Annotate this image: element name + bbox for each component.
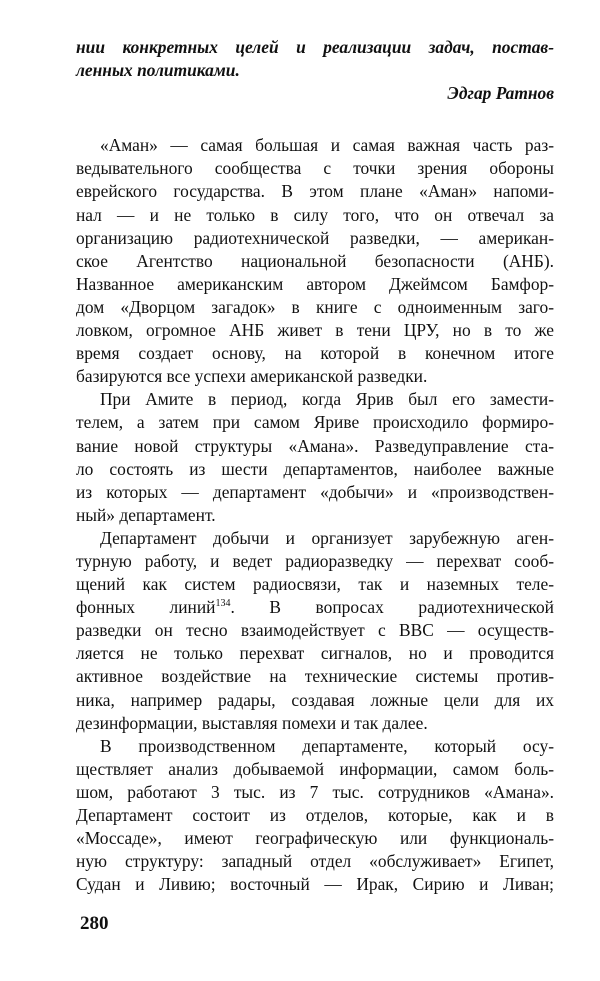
text-line: «Моссаде», имеют географическую или функциональ- — [76, 828, 554, 849]
text-line: ществляет анализ добываемой информации, самом боль- — [76, 758, 554, 779]
text-line: активное воздействие на технические системы против- — [76, 666, 554, 687]
text-line: «Аман» — самая большая и самая важная часть раз- — [100, 135, 554, 156]
text-line: из которых — департамент «добычи» и «производствен- — [76, 481, 554, 502]
text-line: Департамент состоит из отделов, которые, как и в — [76, 805, 554, 825]
text-line: щений как систем радиосвязи, так и наземных теле- — [76, 574, 554, 595]
epigraph — [76, 36, 554, 105]
text-line: Департамент добычи и организует зарубежную аген- — [100, 527, 554, 548]
text-line: вание новой структуры «Амана». Разведуправление ста- — [76, 435, 554, 456]
epigraph-author: Эдгар Ратнов — [447, 83, 554, 104]
text-line: ловком, огромное АНБ живет в тени ЦРУ, но в то же — [76, 320, 554, 341]
text-line: ную структуру: западный отдел «обслуживает» Египет, — [76, 851, 554, 872]
text-line: дезинформации, выставляя помехи и так далее. — [76, 712, 428, 733]
paragraph-4 — [76, 735, 554, 897]
text-line: В производственном департаменте, который осу- — [100, 735, 554, 756]
text-line-with-footnote — [76, 596, 554, 619]
paragraph-3 — [76, 527, 554, 735]
text-line: дом «Дворцом загадок» в книге с одноименным заго- — [76, 296, 554, 317]
epigraph-line: ленных политиками. — [76, 60, 240, 81]
text-segment: фонных линий — [76, 597, 216, 618]
text-line: При Амите в период, когда Ярив был его замести- — [100, 389, 554, 410]
text-line: время создает основу, на которой в конечном итоге — [76, 343, 554, 364]
text-line: еврейского государства. В этом плане «Аман» напоми- — [76, 181, 554, 202]
footnote-tail: . — [230, 597, 235, 618]
text-line: ское Агентство национальной безопасности (АНБ). — [76, 250, 554, 271]
text-segment: В вопросах радиотехнической — [269, 597, 554, 618]
text-line: Названное американским автором Джеймсом Бамфор- — [76, 273, 554, 294]
text-line: базируются все успехи американской разведки. — [76, 366, 428, 387]
text-line: ный» департамент. — [76, 504, 216, 525]
text-line: телем, а затем при самом Яриве происходило формиро- — [76, 412, 554, 433]
text-line: ло состоять из шести департаментов, наиболее важные — [76, 458, 554, 479]
text-line: шом, работают 3 тыс. из 7 тыс. сотрудников «Амана». — [76, 781, 554, 802]
text-line: ляется не только перехват сигналов, но и проводится — [76, 643, 554, 664]
text-line: разведки он тесно взаимодействует с ВВС — осуществ- — [76, 620, 554, 641]
text-line: организацию радиотехнической разведки, — американ- — [76, 227, 554, 248]
page-body — [76, 36, 554, 896]
text-line: ника, например радары, создавая ложные цели для их — [76, 689, 554, 710]
page-number: 280 — [80, 913, 109, 934]
paragraph-2 — [76, 388, 554, 527]
epigraph-line: нии конкретных целей и реализации задач, постав- — [76, 37, 554, 57]
paragraph-1 — [76, 134, 554, 388]
text-line: Судан и Ливию; восточный — Ирак, Сирию и Ливан; — [76, 874, 554, 895]
text-line: турную работу, и ведет радиоразведку — перехват сооб- — [76, 550, 554, 571]
text-line: ведывательного сообщества с точки зрения обороны — [76, 158, 554, 179]
text-line: нал — и не только в силу того, что он отвечал за — [76, 204, 554, 225]
footnote-ref: 134 — [215, 598, 231, 610]
